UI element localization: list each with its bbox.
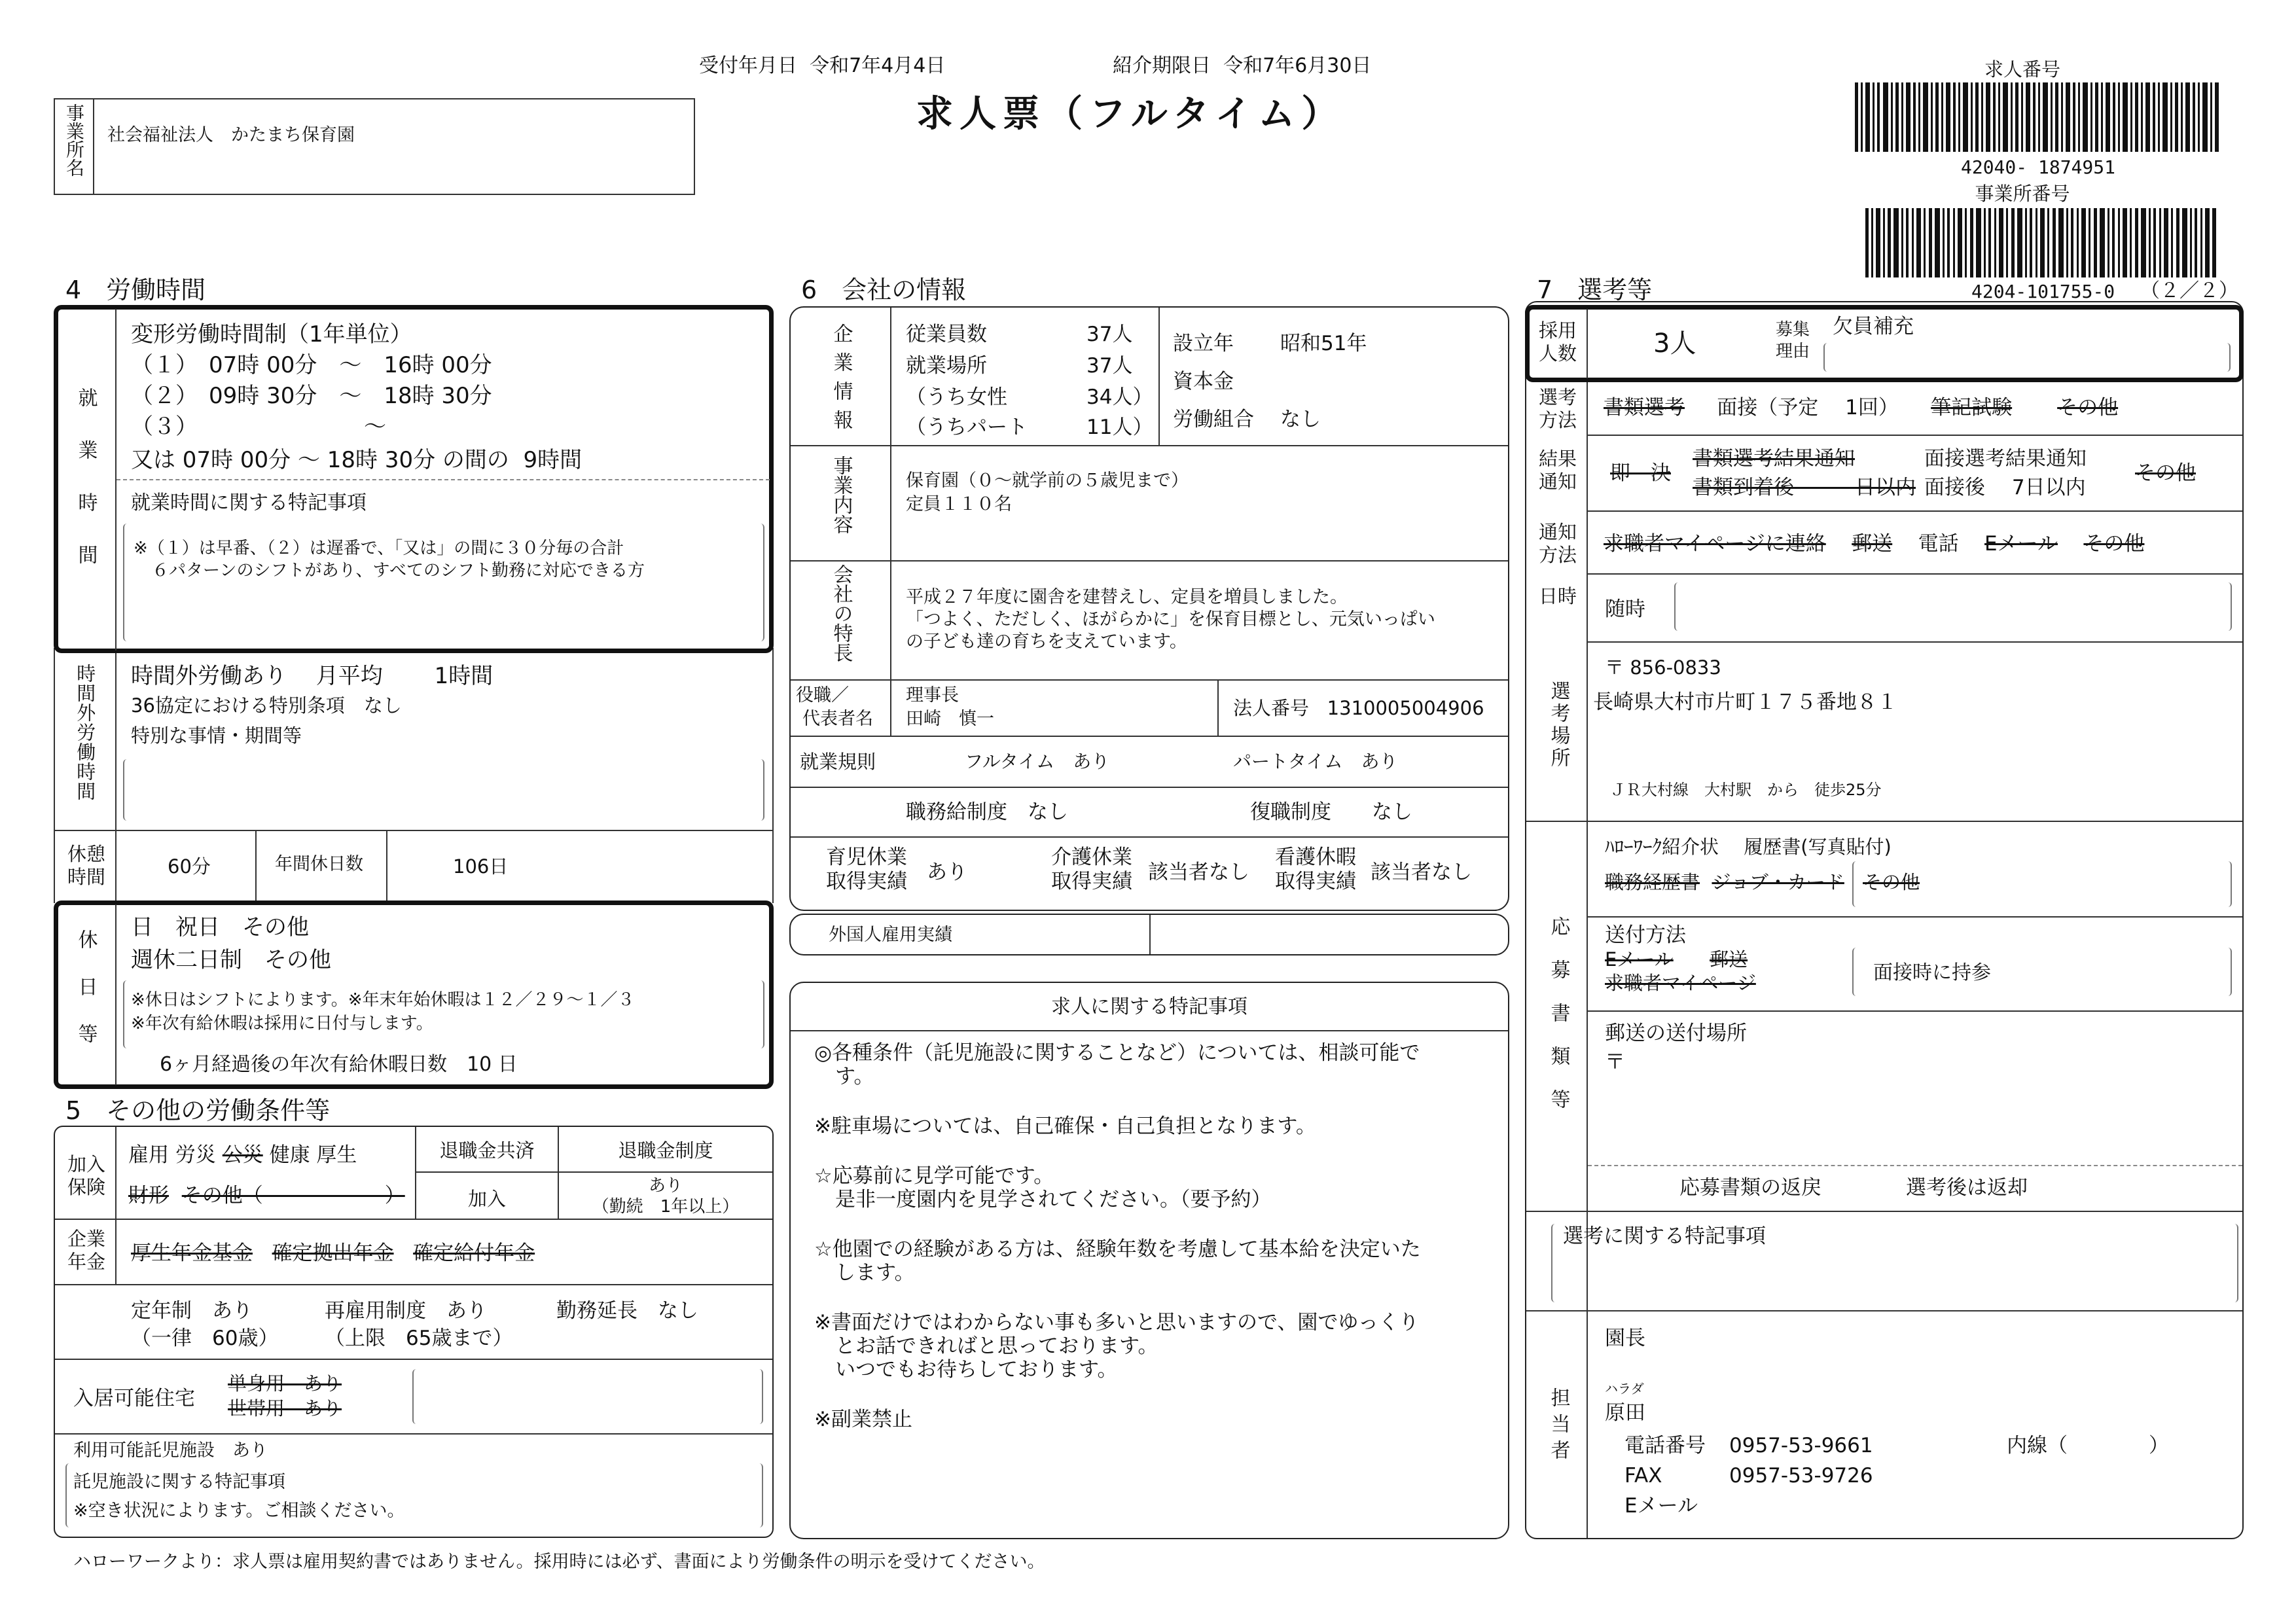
- result-label: 結果通知: [1538, 448, 1577, 493]
- access: ＪＲ大村線 大村駅 から 徒歩25分: [1610, 781, 1882, 799]
- office-number-label: 事業所番号: [1975, 183, 2070, 205]
- office-name-label-cell: [55, 99, 94, 194]
- company-info-label: 企業情報: [829, 323, 853, 438]
- childcare-leave-label-1: 育児休業: [826, 846, 907, 869]
- page-number: （２／２）: [2140, 279, 2238, 302]
- hire-divider: [1587, 309, 1588, 378]
- rep-divider: [890, 679, 891, 736]
- date-bracket: [1674, 582, 2232, 631]
- hours-note-2: ６パターンのシフトがあり、すべてのシフト勤務に対応できる方: [152, 561, 645, 580]
- paid-leave: 6ヶ月経過後の年次有給休暇日数 10 日: [160, 1053, 518, 1076]
- sel-notes-top-line: [1526, 1211, 2242, 1212]
- pension-line: [131, 1241, 535, 1266]
- mail-place: 郵送の送付場所: [1605, 1022, 1747, 1045]
- notice-phone: 電話: [1918, 532, 1959, 556]
- workplace: 37人: [1086, 354, 1133, 378]
- sick-leave-label: [1275, 846, 1356, 894]
- notice-label: 通知方法: [1538, 521, 1577, 566]
- contact-top-line: [1526, 1310, 2242, 1311]
- address: 長崎県大村市片町１７５番地８１: [1593, 690, 1897, 714]
- method-written: 筆記試験: [1931, 396, 2013, 419]
- housing-family: 世帯用 あり: [228, 1397, 342, 1419]
- method-line: [1604, 395, 2118, 421]
- break-label: 休憩時間: [67, 843, 105, 888]
- job-number-barcode: [1855, 82, 2221, 152]
- annual-holidays-value: 106日: [453, 855, 509, 878]
- working-hours-label: 就業時間: [74, 387, 98, 597]
- sec4-title: 4 労働時間: [65, 276, 206, 304]
- send-options: [1605, 948, 1748, 971]
- notice-other: その他: [2083, 532, 2145, 556]
- contact-label: 担当者: [1547, 1387, 1570, 1466]
- reason-bracket: [1823, 343, 2231, 372]
- method-interview: 面接（予定 1回）: [1717, 396, 1899, 419]
- docs-other: その他: [1863, 871, 1920, 893]
- postal: 〒 856-0833: [1605, 656, 1721, 679]
- retire-mutual-value: 加入: [467, 1188, 506, 1210]
- result-other: その他: [2135, 461, 2196, 485]
- break-value: 60分: [168, 855, 211, 878]
- pension-top-line: [55, 1219, 772, 1220]
- housing-top-line: [55, 1359, 772, 1360]
- feature-1: 平成２７年度に園舎を建替えし、定員を増員しました。: [906, 587, 1348, 607]
- docs-main: ﾊﾛｰﾜｰｸ紹介状 履歴書(写真貼付): [1605, 836, 1892, 858]
- shift-3-tilde: 〜: [364, 414, 386, 440]
- pension-welfare: 厚生年金基金: [131, 1241, 253, 1265]
- break-top-line: [55, 830, 772, 831]
- foreign-label: 外国人雇用実績: [829, 925, 952, 945]
- referral-value: 令和7年6月30日: [1223, 54, 1372, 77]
- office-number-barcode: [1865, 208, 2219, 277]
- break-divider-1: [255, 830, 257, 903]
- union: なし: [1280, 408, 1321, 431]
- housing-label: 入居可能住宅: [73, 1387, 195, 1410]
- nursing-leave-label-2: 取得実績: [1051, 870, 1132, 894]
- jobpay-top-line: [791, 787, 1508, 788]
- special-circumstances: 特別な事情・期間等: [131, 724, 302, 747]
- insurance-divider: [115, 1127, 117, 1284]
- notice-mypage: 求職者マイページに連絡: [1604, 532, 1826, 556]
- rep-name: 田崎 慎一: [906, 709, 994, 729]
- phone: 0957-53-9661: [1729, 1434, 1873, 1457]
- mail-place-top-line: [1588, 1010, 2242, 1012]
- special-title: 求人に関する特記事項: [1051, 995, 1247, 1018]
- art36: 36協定における特別条項 なし: [131, 694, 402, 717]
- return-label: 応募書類の返戻: [1679, 1176, 1821, 1200]
- footer-note: ハローワークより：求人票は雇用契約書ではありません。採用時には必ず、書面により労働条件の明示を受けてください。: [73, 1552, 1045, 1572]
- hire-count: 3人: [1653, 329, 1696, 359]
- annual-holidays-label: 年間休日数: [275, 854, 363, 874]
- job-pay: 職務給制度 なし: [906, 800, 1068, 824]
- leave-top-line: [791, 836, 1508, 838]
- special-5a: ※書面だけではわからない事も多いと思いますので、園でゆっくり: [814, 1311, 1420, 1334]
- business-top-line: [791, 445, 1508, 446]
- hours-type: 変形労働時間制（1年単位）: [131, 321, 412, 348]
- fax-label: FAX: [1624, 1464, 1662, 1488]
- business-2: 定員１１０名: [906, 494, 1012, 514]
- pension-dc: 確定拠出年金: [272, 1241, 394, 1265]
- shift-2: （２） 09時 30分 〜 18時 30分: [131, 383, 492, 409]
- return-value: 選考後は返却: [1906, 1176, 2028, 1200]
- women: 34人）: [1086, 385, 1153, 409]
- holidays-divider: [115, 904, 117, 1085]
- email-label: Eメール: [1624, 1494, 1698, 1518]
- rules-part: パートタイム あり: [1233, 751, 1398, 772]
- referral-date: [1113, 54, 1371, 79]
- date-value: 随時: [1605, 597, 1645, 621]
- retire-system-value-2: （勤続 1年以上）: [592, 1197, 740, 1217]
- job-number-label: 求人番号: [1984, 58, 2060, 80]
- holidays: 日 祝日 その他: [131, 914, 309, 940]
- nursing-leave-label: [1051, 846, 1132, 894]
- shift-3: （３）: [131, 414, 198, 440]
- method-other: その他: [2057, 396, 2119, 419]
- send-mypage: 求職者マイページ: [1605, 972, 1756, 994]
- sick-leave: 該当者なし: [1371, 861, 1472, 884]
- docs-label: 応募書類等: [1547, 916, 1570, 1132]
- sick-leave-label-2: 取得実績: [1275, 870, 1356, 894]
- result-interview: 面接選考結果通知: [1924, 447, 2087, 471]
- corp-label: 法人番号: [1233, 697, 1310, 719]
- rules-label: 就業規則: [800, 751, 876, 773]
- send-email: Eメール: [1605, 948, 1674, 971]
- selection-notes: 選考に関する特記事項: [1563, 1224, 1766, 1248]
- return-dash: [1588, 1165, 2242, 1166]
- weekly-holidays: 週休二日制 その他: [131, 947, 331, 973]
- reinstate: 復職制度 なし: [1250, 800, 1412, 824]
- employees: 37人: [1086, 323, 1133, 346]
- women-label: （うち女性: [906, 385, 1007, 409]
- docs-resume: 職務経歴書: [1605, 871, 1700, 893]
- features-top-line: [791, 560, 1508, 562]
- special-1a: ◎各種条件（託児施設に関することなど）については、相談可能で: [814, 1041, 1420, 1065]
- ins-employment: 雇用 労災: [128, 1143, 216, 1167]
- date-top-line: [1588, 573, 2242, 575]
- corp-number: [1233, 696, 1484, 720]
- retirement-top-line: [55, 1284, 772, 1285]
- rep-title: 理事長: [906, 685, 959, 705]
- reason: 欠員補充: [1833, 315, 1914, 338]
- overtime-divider: [115, 653, 117, 904]
- send-note: 面接時に持参: [1873, 961, 1991, 984]
- pension-label: 企業年金: [67, 1228, 105, 1273]
- capital-label: 資本金: [1173, 370, 1234, 393]
- contact-name: 原田: [1605, 1401, 1645, 1425]
- company-info-divider: [1158, 308, 1160, 445]
- holiday-note-2: ※年次有給休暇は採用に日付与します。: [131, 1014, 433, 1033]
- place-top-line: [1588, 641, 2242, 643]
- sec6-title: 6 会社の情報: [801, 276, 967, 304]
- rules-top-line: [791, 736, 1508, 737]
- send-mail: 郵送: [1710, 948, 1748, 971]
- ins-health: 健康 厚生: [269, 1143, 357, 1167]
- notice-mail: 郵送: [1852, 532, 1893, 556]
- corp-divider: [1217, 679, 1219, 736]
- hours-notes-title: 就業時間に関する特記事項: [131, 491, 367, 514]
- feature-2: 「つよく、ただしく、ほがらかに」を保育目標とし、元気いっぱい: [906, 609, 1435, 630]
- page-title: 求人票（フルタイム）: [916, 93, 1345, 135]
- fax: 0957-53-9726: [1729, 1464, 1873, 1488]
- notice-line: [1604, 531, 2144, 557]
- special-4b: します。: [835, 1261, 915, 1285]
- retire-mid-line: [416, 1171, 772, 1173]
- office-name: 社会福祉法人 かたまち保育園: [107, 125, 355, 145]
- received-date: [699, 54, 945, 79]
- method-docs: 書類選考: [1604, 396, 1685, 419]
- company-label-divider: [890, 308, 891, 679]
- rep-label-2: 代表者名: [802, 709, 873, 729]
- housing-bracket: [412, 1369, 763, 1424]
- mail-postal: 〒: [1605, 1050, 1625, 1074]
- or-range: 又は 07時 00分 〜 18時 30分 の間の 9時間: [131, 447, 583, 473]
- contact-title: 園長: [1605, 1327, 1645, 1350]
- ins-public: 公災: [222, 1143, 263, 1167]
- employees-label: 従業員数: [906, 323, 987, 346]
- childcare-leave-label: [826, 846, 907, 894]
- founded: 昭和51年: [1280, 332, 1367, 355]
- insurance-label: 加入保険: [67, 1153, 105, 1198]
- received-label: 受付年月日: [699, 54, 797, 77]
- features-label: 会社の特長: [829, 564, 853, 662]
- union-label: 労働組合: [1173, 408, 1254, 431]
- part: 11人）: [1086, 416, 1153, 439]
- sec7-title: 7 選考等: [1537, 276, 1653, 304]
- notice-top-line: [1588, 510, 2242, 512]
- method-label: 選考方法: [1538, 386, 1577, 431]
- ins-zaikei: 財形: [128, 1184, 169, 1207]
- retirement: 定年制 あり: [131, 1299, 253, 1323]
- sec5-title: 5 その他の労働条件等: [65, 1096, 331, 1125]
- feature-3: の子ども達の育ちを支えています。: [906, 632, 1187, 652]
- childcare: 利用可能託児施設 あり: [73, 1440, 268, 1461]
- notice-email: Eメール: [1984, 532, 2058, 556]
- retirement-sub: （一律 60歳）: [131, 1327, 279, 1350]
- sick-leave-label-1: 看護休暇: [1275, 846, 1356, 869]
- extension-label: 内線（ ）: [2007, 1434, 2169, 1457]
- special-5c: いつでもお待ちしております。: [835, 1358, 1118, 1382]
- date-label: 日時: [1538, 585, 1577, 607]
- special-4a: ☆他園での経験がある方は、経験年数を考慮して基本給を決定いた: [814, 1238, 1421, 1261]
- result-docs: 書類選考結果通知: [1693, 447, 1855, 471]
- received-value: 令和7年4月4日: [810, 54, 946, 77]
- rules-full: フルタイム あり: [965, 751, 1110, 772]
- hire-label: 採用人数: [1538, 319, 1577, 365]
- shift-1: （１） 07時 00分 〜 16時 00分: [131, 352, 492, 378]
- break-divider-2: [386, 830, 387, 903]
- nursing-leave: 該当者なし: [1148, 861, 1249, 884]
- insurance-line-2: [128, 1183, 405, 1209]
- holidays-label: 休日等: [74, 929, 98, 1071]
- office-number: 4204-101755-0: [1971, 281, 2115, 302]
- childcare-leave: あり: [927, 861, 967, 884]
- contact-kana: ハラダ: [1605, 1381, 1644, 1397]
- special-3b: 是非一度園内を見学されてください。（要予約）: [835, 1188, 1272, 1211]
- send-top-line: [1588, 916, 2242, 918]
- retire-system-value-1: あり: [648, 1176, 683, 1196]
- contact-divider: [1587, 1310, 1588, 1538]
- rep-label-1: 役職／: [796, 685, 849, 705]
- childcare-leave-label-2: 取得実績: [826, 870, 907, 894]
- pension-db: 確定給付年金: [413, 1241, 535, 1265]
- ins-other: その他（ ）: [181, 1184, 405, 1207]
- special-6: ※副業禁止: [814, 1408, 912, 1431]
- special-3a: ☆応募前に見学可能です。: [814, 1164, 1054, 1188]
- special-2: ※駐車場については、自己確保・自己負担となります。: [814, 1115, 1316, 1138]
- nursing-leave-label-1: 介護休業: [1051, 846, 1132, 869]
- business-label: 事業内容: [829, 455, 853, 534]
- business-1: 保育園（０〜就学前の５歳児まで）: [906, 471, 1189, 491]
- housing-single: 単身用 あり: [228, 1372, 342, 1395]
- insurance-line-1: [128, 1143, 357, 1168]
- docs-top-line: [1526, 821, 2242, 822]
- workplace-label: 就業場所: [906, 354, 987, 378]
- reason-label: 募集理由: [1775, 320, 1810, 361]
- rehire-sub: （上限 65歳まで）: [325, 1327, 513, 1350]
- hours-note-1: ※（１）は早番、（２）は遅番で、「又は」の間に３０分毎の合計: [134, 539, 624, 558]
- phone-label: 電話番号: [1624, 1434, 1706, 1457]
- childcare-note-1: ※空き状況によります。ご相談ください。: [73, 1501, 405, 1521]
- referral-label: 紹介期限日: [1113, 54, 1211, 77]
- result-docs-days: 書類到着後 日以内: [1693, 476, 1916, 499]
- job-number: 42040- 1874951: [1960, 156, 2115, 178]
- office-name-label: 事業所名: [63, 103, 85, 177]
- founded-label: 設立年: [1173, 332, 1234, 355]
- overtime: 時間外労働あり 月平均 1時間: [131, 663, 493, 689]
- childcare-notes-title: 託児施設に関する特記事項: [73, 1472, 285, 1492]
- place-label: 選考場所: [1547, 681, 1570, 770]
- send-label: 送付方法: [1605, 923, 1686, 947]
- special-1b: す。: [835, 1065, 874, 1088]
- result-immediate: 即 決: [1610, 461, 1671, 485]
- rehire: 再雇用制度 あり: [325, 1299, 487, 1323]
- foreign-divider: [1149, 915, 1151, 954]
- special-5b: とお話できればと思っております。: [835, 1334, 1158, 1358]
- result-top-line: [1588, 435, 2242, 436]
- overtime-label: 時間外労働時間: [74, 664, 97, 801]
- result-after: 面接後 7日以内: [1924, 476, 2086, 499]
- retire-mutual-label: 退職金共済: [439, 1139, 535, 1162]
- corp-value: 1310005004906: [1327, 697, 1484, 719]
- part-label: （うちパート: [906, 416, 1028, 439]
- rep-top-line: [791, 679, 1508, 681]
- selection-notes-bracket: [1551, 1224, 2238, 1302]
- extension: 勤務延長 なし: [556, 1299, 698, 1323]
- childcare-top-line: [55, 1433, 772, 1435]
- working-hours-dash: [117, 479, 770, 480]
- office-name-box: [54, 98, 695, 195]
- retire-system-label: 退職金制度: [618, 1139, 713, 1162]
- docs-jobcard: ジョブ・カード: [1712, 871, 1844, 893]
- overtime-bracket: [123, 759, 764, 821]
- docs-optional: [1605, 870, 1844, 894]
- holiday-note-1: ※休日はシフトによります。※年末年始休暇は１２／２９〜１／３: [131, 990, 635, 1010]
- special-title-line: [791, 1030, 1508, 1031]
